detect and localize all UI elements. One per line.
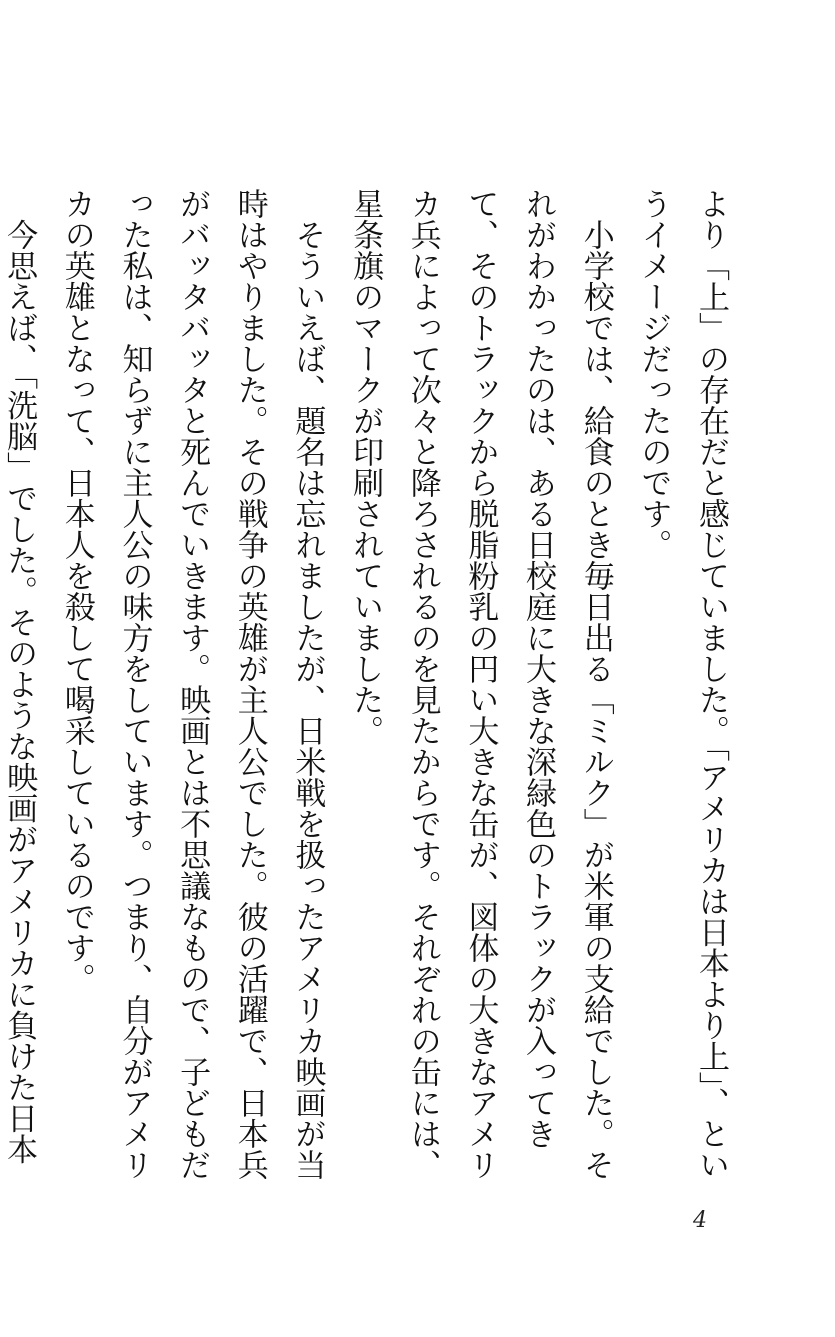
paragraph-1: より「上」の存在だと感じていました。「アメリカは日本より上」、というイメージだったのです。	[635, 188, 729, 1180]
paragraph-3: そういえば、題名は忘れましたが、日米戦を扱ったアメリカ映画が当時はやりました。その戦争の英雄が主人公でした。彼の活躍で、日本兵がバッタバッタと死んでいきます。映画とは不思議なもので、子どもだった私は、知らずに主人公の味方をしています。つまり、自分がアメリカの英雄となって、日本人を殺して喝采しているのです。	[58, 188, 326, 1180]
paragraph-4: 今思えば、「洗脳」でした。そのような映画がアメリカに負けた日本	[1, 219, 38, 1165]
vertical-text-body	[1, 188, 739, 1188]
page-number: 4	[693, 1208, 707, 1233]
paragraph-2: 小学校では、給食のとき毎日出る「ミルク」が米軍の支給でした。それがわかったのは、ある日校庭に大きな深緑色のトラックが入ってきて、そのトラックから脱脂粉乳の円い大きな缶が、図体の大きなアメリカ兵によって次々と降ろされるのを見たからです。それぞれの缶には、星条旗のマークが印刷されていました。	[347, 188, 614, 1180]
